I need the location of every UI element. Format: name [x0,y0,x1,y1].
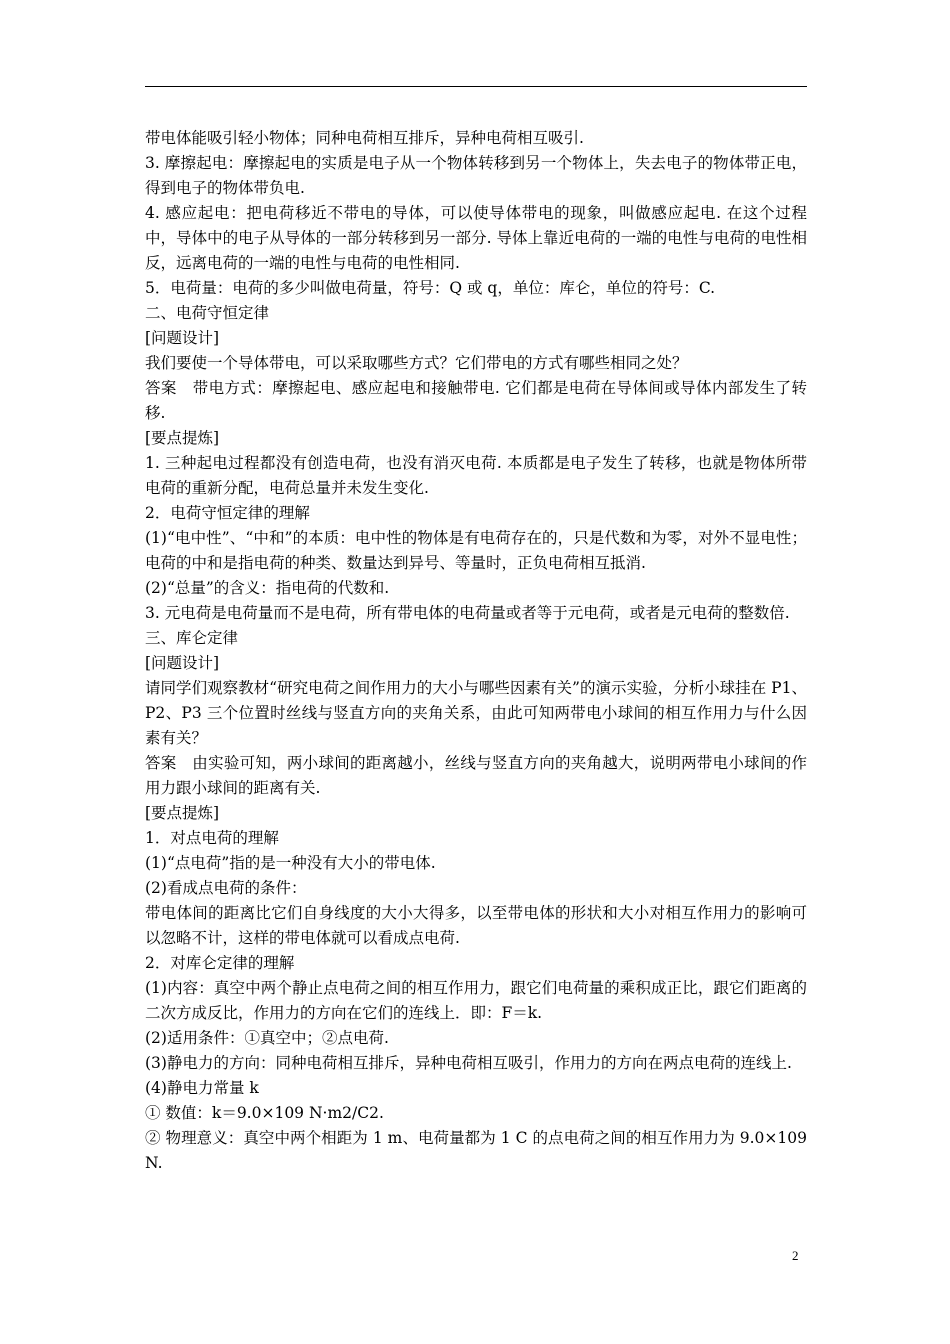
paragraph: [问题设计] [145,654,220,672]
header-rule [145,86,807,87]
paragraph: [问题设计] [145,329,220,347]
page-number: 2 [792,1248,799,1263]
paragraph: 5．电荷量：电荷的多少叫做电荷量，符号：Q 或 q，单位：库仑，单位的符号：C. [145,279,716,297]
paragraph: ② 物理意义：真空中两个相距为 1 m、电荷量都为 1 C 的点电荷之间的相互作用力为 9.0×109 N. [145,1129,807,1172]
paragraph: 我们要使一个导体带电，可以采取哪些方式？它们带电的方式有哪些相同之处？ [145,354,688,372]
paragraph: 3. 摩擦起电：摩擦起电的实质是电子从一个物体转移到另一个物体上，失去电子的物体带正电，得到电子的物体带负电. [145,154,807,197]
paragraph: ① 数值：k＝9.0×109 N·m2/C2. [145,1104,384,1122]
paragraph: (2)“总量”的含义：指电荷的代数和. [145,579,390,597]
paragraph: (1)内容：真空中两个静止点电荷之间的相互作用力，跟它们电荷量的乘积成正比，跟它们距离的二次方成反比，作用力的方向在它们的连线上．即：F＝k. [145,979,807,1022]
paragraph: [要点提炼] [145,804,220,822]
paragraph: 2．对库仑定律的理解 [145,954,295,972]
paragraph: 答案 带电方式：摩擦起电、感应起电和接触带电. 它们都是电荷在导体间或导体内部发生了转移. [145,379,807,422]
paragraph: 带电体能吸引轻小物体；同种电荷相互排斥，异种电荷相互吸引. [145,129,584,147]
document-body [145,126,807,1176]
paragraph: 请同学们观察教材“研究电荷之间作用力的大小与哪些因素有关”的演示实验，分析小球挂在 P1、P2、P3 三个位置时丝线与竖直方向的夹角关系，由此可知两带电小球间的相互作用力与什么因素有关？ [145,679,807,747]
paragraph: 1．对点电荷的理解 [145,829,279,847]
paragraph: 二、电荷守恒定律 [145,304,270,322]
paragraph: 答案 由实验可知，两小球间的距离越小，丝线与竖直方向的夹角越大，说明两带电小球间的作用力跟小球间的距离有关. [145,754,807,797]
paragraph: 带电体间的距离比它们自身线度的大小大得多，以至带电体的形状和大小对相互作用力的影响可以忽略不计，这样的带电体就可以看成点电荷. [145,904,807,947]
paragraph: (4)静电力常量 k [145,1079,259,1097]
paragraph: 1. 三种起电过程都没有创造电荷，也没有消灭电荷. 本质都是电子发生了转移，也就是物体所带电荷的重新分配，电荷总量并未发生变化. [145,454,807,497]
paragraph: 3. 元电荷是电荷量而不是电荷，所有带电体的电荷量或者等于元电荷，或者是元电荷的整数倍. [145,604,790,622]
paragraph: 4. 感应起电：把电荷移近不带电的导体，可以使导体带电的现象，叫做感应起电. 在这个过程中，导体中的电子从导体的一部分转移到另一部分. 导体上靠近电荷的一端的电性与电荷的电性相反，远离电荷的一端的电性与电荷的电性相同. [145,204,807,272]
paragraph: [要点提炼] [145,429,220,447]
paragraph: (1)“电中性”、“中和”的本质：电中性的物体是有电荷存在的，只是代数和为零，对外不显电性；电荷的中和是指电荷的种类、数量达到异号、等量时，正负电荷相互抵消. [145,529,807,572]
paragraph: 2．电荷守恒定律的理解 [145,504,310,522]
paragraph: (2)适用条件：①真空中；②点电荷. [145,1029,389,1047]
paragraph: (2)看成点电荷的条件： [145,879,307,897]
paragraph: (3)静电力的方向：同种电荷相互排斥，异种电荷相互吸引，作用力的方向在两点电荷的连线上. [145,1054,792,1072]
paragraph: 三、库仑定律 [145,629,239,647]
paragraph: (1)“点电荷”指的是一种没有大小的带电体. [145,854,436,872]
